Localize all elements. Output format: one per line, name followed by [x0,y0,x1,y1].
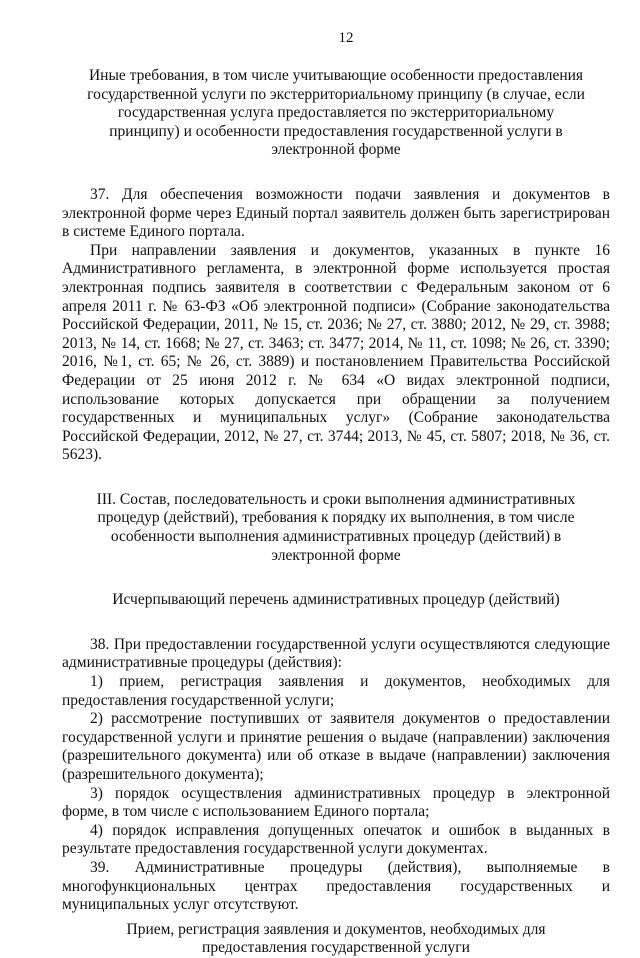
paragraph-38-item-1: 1) прием, регистрация заявления и документов, необходимых для предоставления государственной услуги; [62,673,610,709]
paragraph-37: 37. Для обеспечения возможности подачи заявления и документов в электронной форме через Единый портал заявитель должен быть зарегистрирован в системе Единого портала. [62,185,610,241]
paragraph-38-item-2: 2) рассмотрение поступивших от заявителя документов о предоставлении государственной услуги и принятие решения о выдаче (направлении) заключения (разрешительного документа) или об отказе в выдаче (направлении) заключения (разрешительного документа); [62,710,610,783]
paragraph-37-signature: При направлении заявления и документов, указанных в пункте 16 Административного регламента, в электронной форме используется простая электронная подпись заявителя в соответствии с Федеральным законом от 6 апреля 2011 г. № 63-ФЗ «Об электронной подписи» (Собрание законодательства Российской Федерации, 2011, № 15, ст. 2036; № 27, ст. 3880; 2012, № 29, ст. 3988; 2013, № 14, ст. 1668; № 27, ст. 3463; ст. 3477; 2014, № 11, ст. 1098; № 26, ст. 3390; 2016, №1, ст. 65; № 26, ст. 3889) и постановлением Правительства Российской Федерации от 25 июня 2012 г. № 634 «О видах электронной подписи, использование которых допускается при обращении за получением государственных и муниципальных услуг» (Собрание законодательства Российской Федерации, 2012, № 27, ст. 3744; 2013, № 45, ст. 5807; 2018, № 36, ст. 5623). [62,241,610,464]
paragraph-38: 38. При предоставлении государственной услуги осуществляются следующие административные процедуры (действия): [62,635,610,672]
heading-reception: Прием, регистрация заявления и документов, необходимых для предоставления государственной услуги [126,920,546,957]
paragraph-38-item-4: 4) порядок исправления допущенных опечаток и ошибок в выданных в результате предоставления государственной услуги документах. [62,821,610,858]
heading-section-3: III. Состав, последовательность и сроки выполнения административных процедур (действий), требования к порядку их выполнения, в том числе особенности выполнения административных процедур (действий) в электронной форме [96,490,576,564]
paragraph-39: 39. Административные процедуры (действия), выполняемые в многофункциональных центрах предоставления государственных и муниципальных услуг отсутствуют. [62,858,610,914]
heading-other-requirements: Иные требования, в том числе учитывающие особенности предоставления государственной услуги по экстерриториальному принципу (в случае, если государственная услуга предоставляется по экстерриториальному принципу) и особенности предоставления государственной услуги в электронной форме [87,67,585,159]
paragraph-38-item-3: 3) порядок осуществления административных процедур в электронной форме, в том числе с использованием Единого портала; [62,784,610,821]
page-number: 12 [338,30,354,46]
heading-exhaustive-list: Исчерпывающий перечень административных процедур (действий) [112,591,560,609]
